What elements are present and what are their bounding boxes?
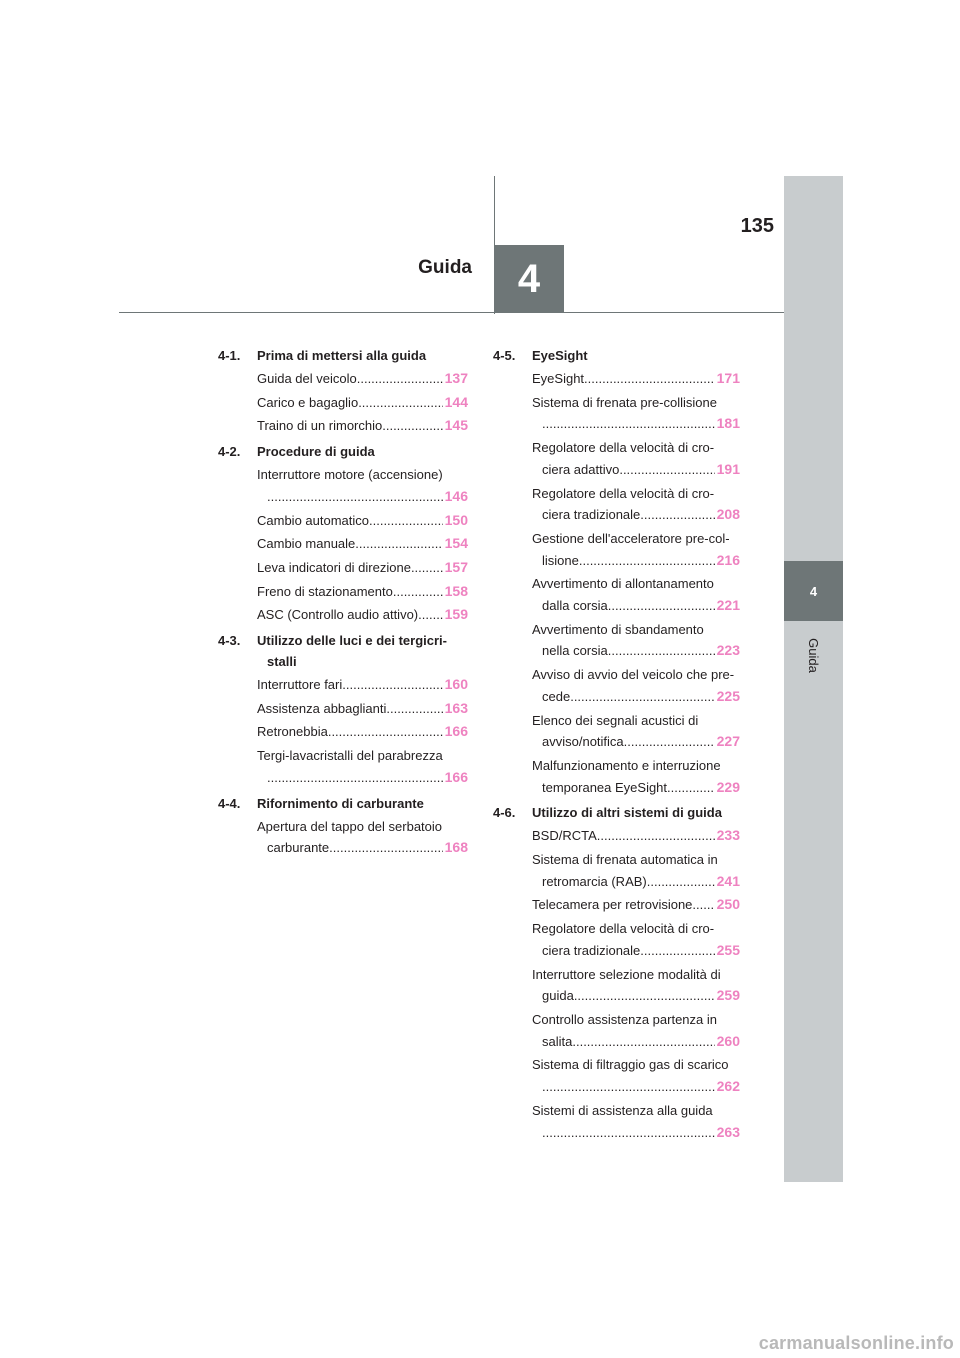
- section-number: 4-5.: [493, 348, 516, 363]
- toc-section: [218, 345, 468, 366]
- toc-entry-line: [257, 674, 468, 696]
- toc-entry-line: [532, 595, 740, 617]
- toc-entry-text: Apertura del tappo del serbatoio: [257, 818, 443, 834]
- toc-entry-text: cede: [542, 688, 571, 704]
- leader-dots: [608, 640, 715, 662]
- toc-entry-text: Assistenza abbaglianti: [257, 700, 387, 716]
- leader-dots: [267, 486, 443, 508]
- toc-entry: [257, 392, 468, 414]
- toc-entry-line: [532, 755, 740, 777]
- toc-entry-text: Interruttore fari: [257, 677, 343, 693]
- toc-entry-line: [532, 1100, 740, 1122]
- toc-section: [218, 630, 468, 672]
- toc-entry-line: [257, 464, 468, 486]
- toc-entry-line: [532, 777, 740, 799]
- toc-entry-line: [532, 437, 740, 459]
- leader-dots: [328, 721, 443, 743]
- toc-entry-line: [532, 459, 740, 481]
- toc-entry-line: [532, 849, 740, 871]
- toc-section: [218, 793, 468, 814]
- leader-dots: [386, 698, 442, 720]
- toc-entry-text: Interruttore selezione modalità di: [532, 966, 721, 982]
- toc-entry-line: [532, 1054, 740, 1076]
- toc-entry-text: ciera tradizionale: [542, 942, 641, 958]
- leader-dots: [542, 1076, 715, 1098]
- toc-entry-line: [532, 731, 740, 753]
- section-number: 4-6.: [493, 805, 516, 821]
- toc-page-link: 229: [716, 778, 740, 795]
- toc-entry-text: ciera adattivo: [542, 461, 620, 477]
- chapter-title: Guida: [418, 257, 472, 278]
- toc-entry-text: salita: [542, 1033, 573, 1049]
- leader-dots: [640, 940, 714, 962]
- leader-dots: [624, 731, 715, 753]
- header-horizontal-rule: [119, 312, 784, 313]
- toc-entry-text: guida: [542, 988, 574, 1004]
- toc-section: [218, 441, 468, 462]
- toc-entry: [257, 745, 468, 788]
- side-tab-label-text: Guida: [805, 637, 821, 673]
- toc-entry: [532, 573, 740, 616]
- toc-page-link: 262: [716, 1078, 740, 1095]
- toc-entry-text: Traino di un rimorchio: [257, 418, 383, 434]
- toc-entry-line: [257, 368, 468, 390]
- toc-page-link: 146: [444, 487, 468, 504]
- toc-entry-text: nella corsia: [542, 643, 608, 659]
- toc-entry-text: Sistema di frenata pre-collisione: [532, 394, 717, 410]
- toc-entry-text: ASC (Controllo audio attivo): [257, 607, 419, 623]
- toc-entry-text: Tergi-lavacristalli del parabrezza: [257, 748, 443, 764]
- toc-page-link: 259: [716, 987, 740, 1004]
- toc-entry: [257, 674, 468, 696]
- toc-entry-text: Avviso di avvio del veicolo che pre-: [532, 667, 735, 683]
- toc-entry-text: Sistemi di assistenza alla guida: [532, 1102, 713, 1118]
- toc-entry-text: BSD/RCTA: [532, 828, 597, 844]
- toc-entry: [257, 557, 468, 579]
- toc-entry-line: [257, 721, 468, 743]
- section-title: Utilizzo di altri sistemi di guida: [532, 805, 722, 821]
- section-number: 4-4.: [218, 795, 241, 811]
- leader-dots: [579, 550, 715, 572]
- toc-entry: [257, 510, 468, 532]
- toc-entry: [257, 816, 468, 859]
- toc-page-link: 168: [444, 839, 468, 856]
- leader-dots: [357, 368, 443, 390]
- toc-entry-text: Controllo assistenza partenza in: [532, 1011, 717, 1027]
- toc-entry: [532, 710, 740, 753]
- leader-dots: [358, 392, 442, 414]
- toc-page-link: 221: [716, 597, 740, 614]
- toc-page-link: 255: [716, 941, 740, 958]
- toc-entry-line: [532, 686, 740, 708]
- toc-entry: [257, 368, 468, 390]
- leader-dots: [608, 595, 715, 617]
- toc-page-link: 250: [716, 896, 740, 913]
- toc-section: [493, 802, 740, 823]
- toc-page-link: 159: [444, 606, 468, 623]
- toc-page-link: 144: [444, 393, 468, 410]
- toc-entry-text: Elenco dei segnali acustici di: [532, 712, 699, 728]
- toc-entry-text: retromarcia (RAB): [542, 873, 647, 889]
- toc-entry: [532, 392, 740, 435]
- section-title: Utilizzo delle luci e dei tergicri-: [257, 633, 447, 649]
- toc-entry-line: [532, 940, 740, 962]
- leader-dots: [640, 504, 714, 526]
- toc-entry: [532, 619, 740, 662]
- toc-entry-line: [257, 698, 468, 720]
- toc-entry-line: [257, 745, 468, 767]
- toc-entry-text: Cambio manuale: [257, 536, 356, 552]
- toc-entry-line: [257, 392, 468, 414]
- toc-page-link: 171: [716, 370, 740, 386]
- side-tab-number: 4: [784, 561, 843, 621]
- toc-entry: [257, 721, 468, 743]
- toc-entry-line: [532, 918, 740, 940]
- toc-entry: [532, 664, 740, 707]
- toc-entry-line: [532, 1076, 740, 1098]
- section-number: 4-3.: [218, 633, 241, 649]
- toc-entry: [532, 849, 740, 892]
- toc-entry-text: Sistema di frenata automatica in: [532, 852, 718, 868]
- leader-dots: [382, 415, 442, 437]
- toc-entry-text: Gestione dell'acceleratore pre-col-: [532, 530, 730, 546]
- toc-entry-line: [532, 1031, 740, 1053]
- leader-dots: [267, 767, 443, 789]
- leader-dots: [418, 604, 443, 626]
- toc-page-link: 216: [716, 551, 740, 568]
- toc-entry-line: [532, 528, 740, 550]
- toc-page-link: 160: [444, 676, 468, 693]
- toc-left-column: [218, 345, 468, 859]
- toc-entry: [532, 483, 740, 526]
- section-title: Prima di mettersi alla guida: [257, 348, 427, 363]
- toc-entry-text: Cambio automatico: [257, 512, 369, 528]
- section-title: stalli: [267, 654, 297, 670]
- toc-entry-text: Avvertimento di sbandamento: [532, 621, 704, 637]
- leader-dots: [584, 368, 715, 390]
- toc-entry-line: [532, 1009, 740, 1031]
- toc-entry-text: Malfunzionamento e interruzione: [532, 757, 721, 773]
- leader-dots: [342, 674, 442, 696]
- toc-entry: [257, 581, 468, 603]
- toc-page-link: 181: [716, 415, 740, 432]
- toc-entry-text: Carico e bagaglio: [257, 394, 359, 410]
- toc-entry-line: [532, 640, 740, 662]
- toc-entry-line: [532, 964, 740, 986]
- toc-page-link: 191: [716, 460, 740, 477]
- section-title: Rifornimento di carburante: [257, 795, 424, 811]
- leader-dots: [411, 557, 443, 579]
- toc-entry-text: Interruttore motore (accensione): [257, 467, 443, 483]
- toc-entry-line: [532, 985, 740, 1007]
- toc-page-link: 158: [444, 582, 468, 599]
- toc-entry-line: [532, 871, 740, 893]
- toc-entry-line: [257, 767, 468, 789]
- toc-entry-line: [257, 604, 468, 626]
- toc-entry-line: [532, 710, 740, 732]
- side-tab-label: [784, 630, 843, 680]
- toc-page-link: 150: [444, 511, 468, 528]
- toc-entry: [532, 1100, 740, 1143]
- leader-dots: [355, 533, 442, 555]
- toc-page-link: 137: [444, 370, 468, 386]
- watermark: carmanualsonline.info: [758, 1333, 954, 1353]
- toc-page-link: 157: [444, 558, 468, 575]
- toc-entry-line: [532, 368, 740, 390]
- toc-entry-text: Regolatore della velocità di cro-: [532, 485, 715, 501]
- toc-entry-line: [257, 816, 468, 838]
- toc-entry-line: [532, 894, 740, 916]
- toc-entry-line: [257, 486, 468, 508]
- toc-entry-text: Sistema di filtraggio gas di scarico: [532, 1057, 729, 1073]
- section-title: EyeSight: [532, 348, 588, 363]
- toc-entry: [532, 918, 740, 961]
- leader-dots: [574, 985, 715, 1007]
- toc-entry-text: Guida del veicolo: [257, 371, 357, 386]
- toc-entry-line: [257, 557, 468, 579]
- toc-entry-text: dalla corsia: [542, 598, 608, 614]
- toc-entry-text: Avvertimento di allontanamento: [532, 576, 714, 592]
- toc-entry-line: [532, 1122, 740, 1144]
- toc-page-link: 263: [716, 1123, 740, 1140]
- leader-dots: [570, 686, 714, 708]
- toc-page-link: 227: [716, 733, 740, 750]
- toc-page-link: 241: [716, 872, 740, 889]
- toc-entry-text: avviso/notifica: [542, 734, 624, 750]
- toc-entry: [257, 533, 468, 555]
- toc-entry-text: Regolatore della velocità di cro-: [532, 921, 715, 937]
- section-title: Procedure di guida: [257, 444, 375, 460]
- toc-entry-text: Retronebbia: [257, 724, 328, 740]
- toc-entry-text: Telecamera per retrovisione: [532, 897, 693, 913]
- toc-page-link: 154: [444, 535, 468, 552]
- toc-entry-text: lisione: [542, 552, 579, 568]
- toc-entry: [257, 698, 468, 720]
- leader-dots: [369, 510, 443, 532]
- section-number: 4-1.: [218, 348, 241, 363]
- toc-entry-line: [257, 581, 468, 603]
- page-number: 135: [740, 215, 774, 237]
- toc-entry-line: [532, 392, 740, 414]
- toc-entry-line: [257, 533, 468, 555]
- toc-entry-line: [532, 619, 740, 641]
- toc-page-link: 163: [444, 699, 468, 716]
- leader-dots: [667, 777, 715, 799]
- toc-entry: [532, 368, 740, 390]
- toc-entry: [532, 1054, 740, 1097]
- toc-page-link: 225: [716, 687, 740, 704]
- leader-dots: [542, 1122, 715, 1144]
- toc-entry-line: [532, 573, 740, 595]
- toc-entry: [532, 964, 740, 1007]
- toc-section: [493, 345, 740, 366]
- toc-entry-text: carburante: [267, 840, 330, 856]
- toc-entry: [532, 755, 740, 798]
- section-number: 4-2.: [218, 444, 241, 460]
- toc-entry-text: ciera tradizionale: [542, 507, 641, 523]
- leader-dots: [647, 871, 715, 893]
- toc-entry-line: [532, 664, 740, 686]
- chapter-number: 4: [494, 245, 564, 313]
- toc-entry-line: [257, 510, 468, 532]
- toc-page-link: 223: [716, 642, 740, 659]
- toc-entry-line: [257, 415, 468, 437]
- toc-page-link: 233: [716, 827, 740, 844]
- leader-dots: [692, 894, 714, 916]
- toc-entry-line: [532, 504, 740, 526]
- toc-entry-text: Regolatore della velocità di cro-: [532, 440, 715, 456]
- toc-entry: [257, 464, 468, 507]
- toc-entry: [532, 528, 740, 571]
- toc-entry-text: temporanea EyeSight: [542, 779, 668, 795]
- toc-entry-line: [532, 550, 740, 572]
- toc-right-column: [493, 345, 740, 1143]
- toc-page-link: 208: [716, 506, 740, 523]
- toc-entry: [257, 415, 468, 437]
- toc-entry: [532, 825, 740, 847]
- leader-dots: [542, 413, 715, 435]
- toc-entry-text: Freno di stazionamento: [257, 583, 393, 599]
- toc-entry-text: Leva indicatori di direzione: [257, 559, 411, 575]
- toc-page-link: 166: [444, 768, 468, 785]
- toc-entry-line: [532, 825, 740, 847]
- leader-dots: [597, 825, 715, 847]
- toc-page-link: 145: [444, 417, 468, 434]
- toc-entry: [532, 437, 740, 480]
- toc-entry-line: [257, 837, 468, 859]
- leader-dots: [329, 837, 442, 859]
- leader-dots: [572, 1031, 714, 1053]
- toc-entry-text: EyeSight: [532, 371, 585, 386]
- toc-entry: [532, 1009, 740, 1052]
- toc-entry: [532, 894, 740, 916]
- toc-page-link: 166: [444, 723, 468, 740]
- leader-dots: [393, 581, 443, 603]
- toc-page-link: 260: [716, 1032, 740, 1049]
- toc-entry: [257, 604, 468, 626]
- toc-entry-line: [532, 483, 740, 505]
- leader-dots: [619, 459, 714, 481]
- toc-entry-line: [532, 413, 740, 435]
